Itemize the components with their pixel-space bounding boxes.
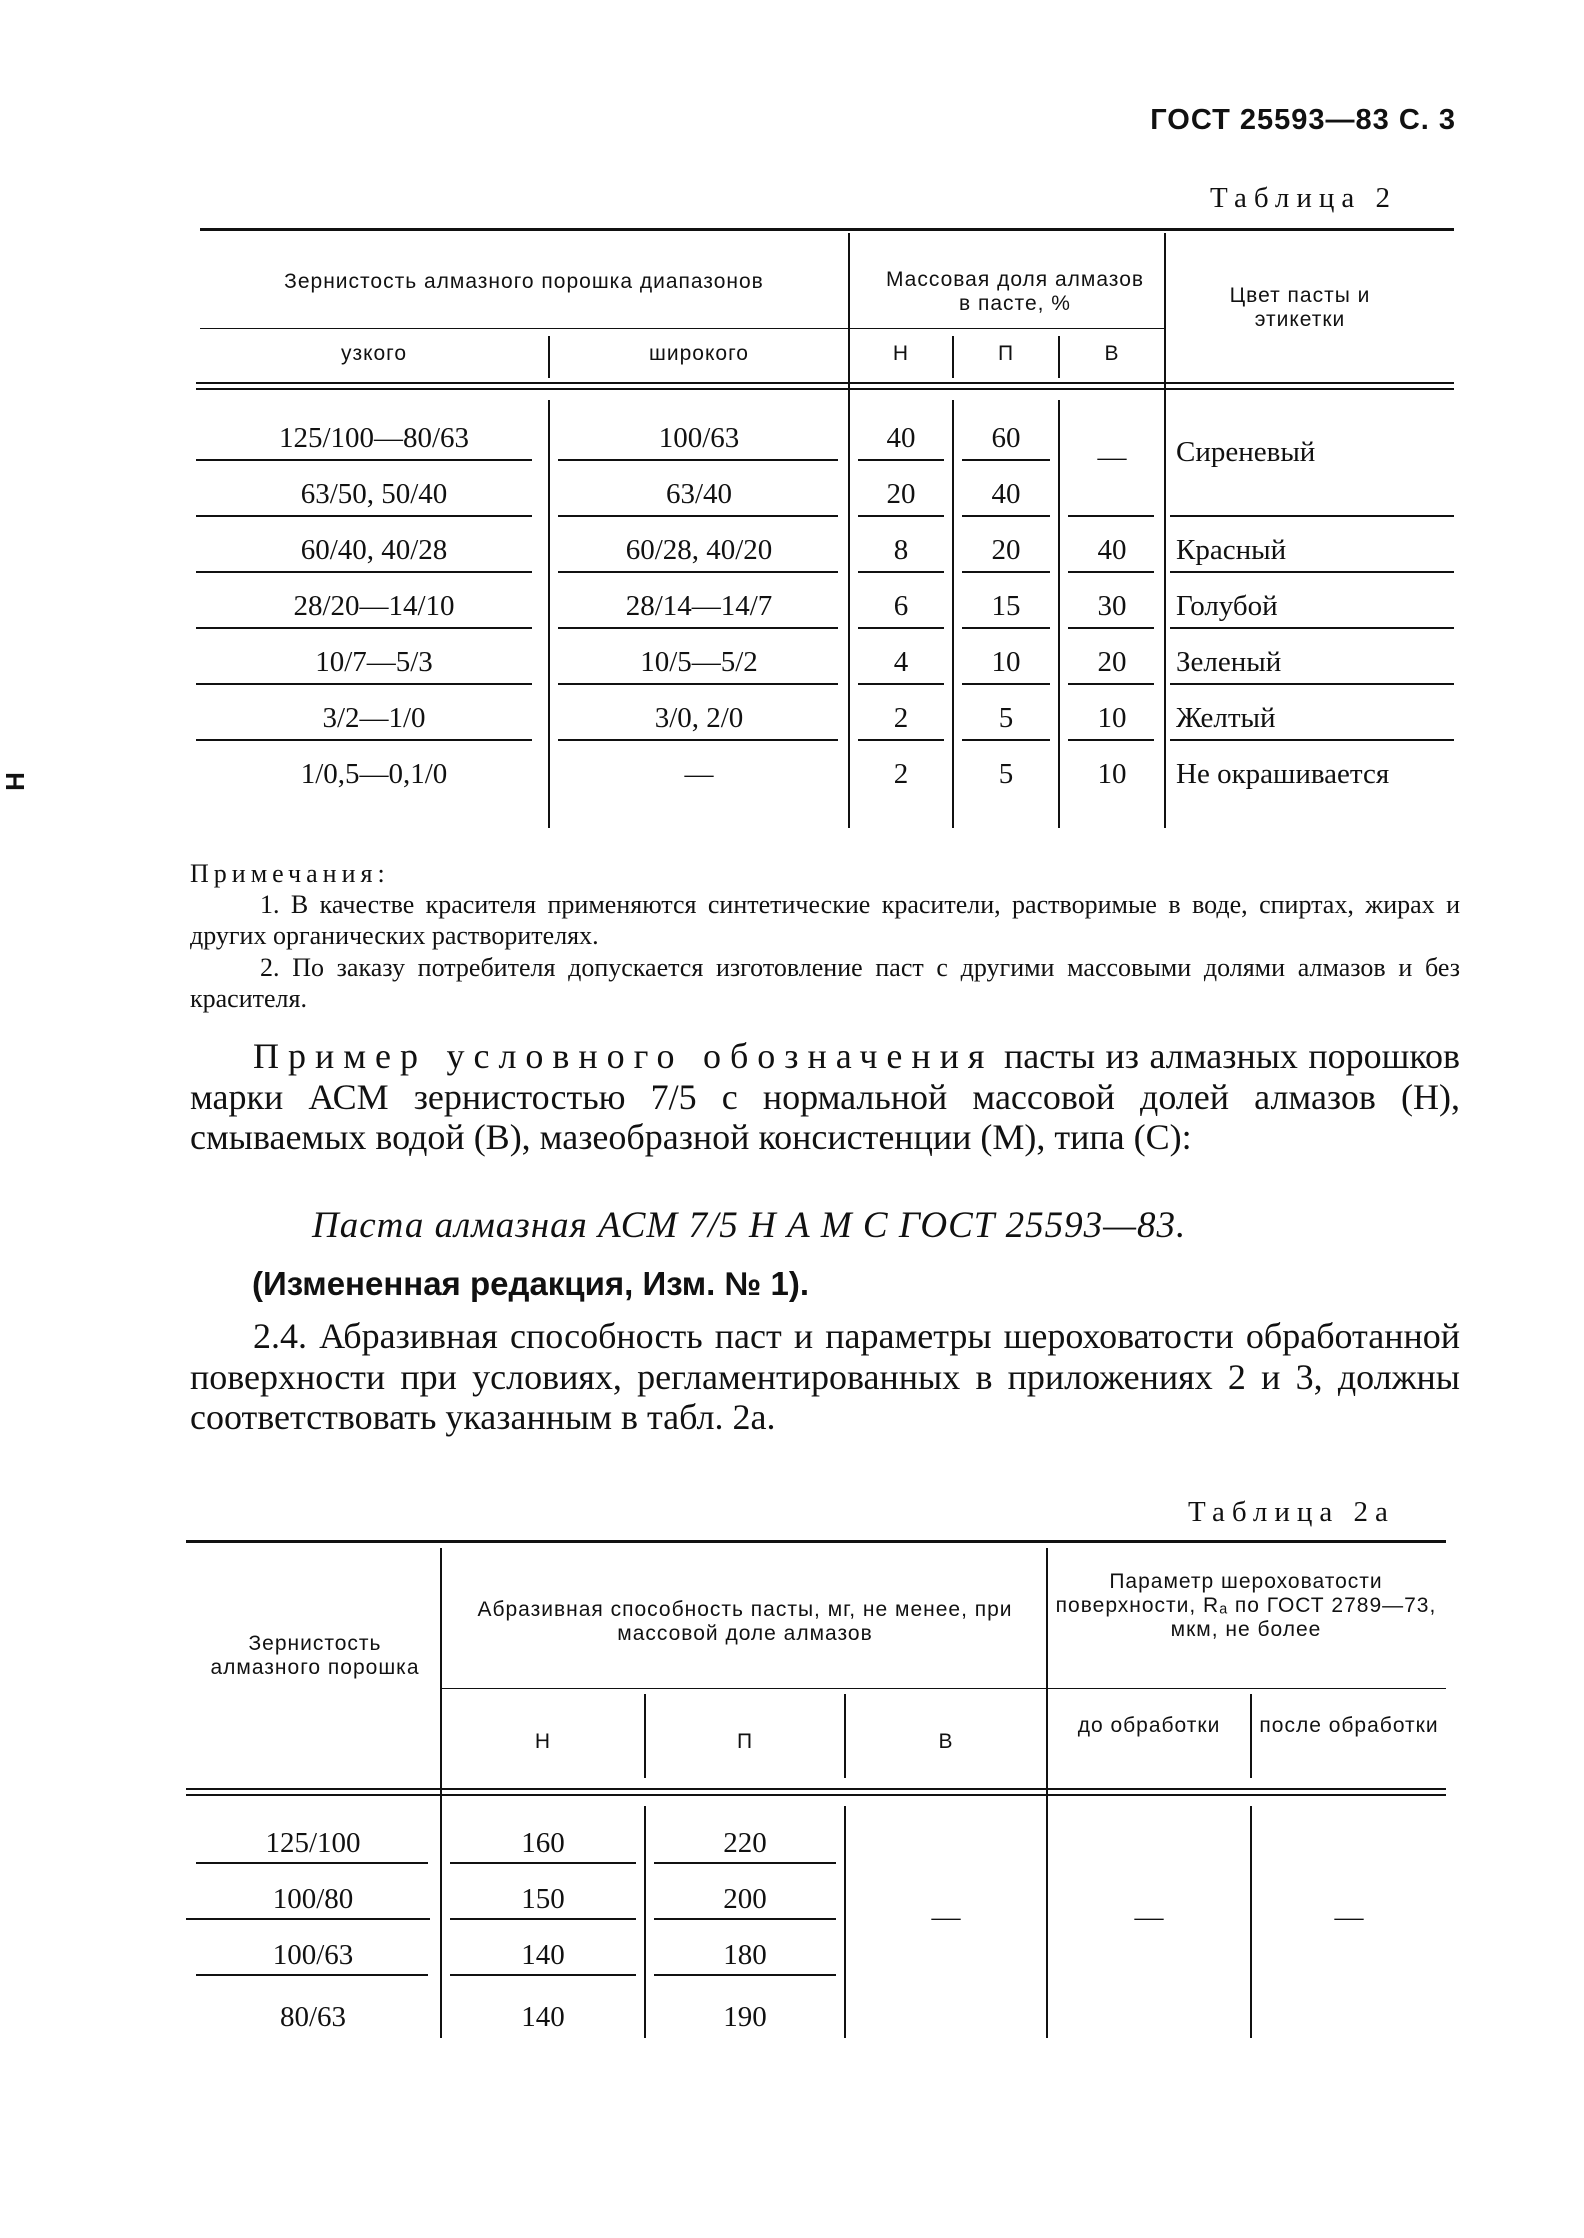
table2a-cell-p: 200 <box>723 1883 767 1915</box>
table2-cell-wide: 63/40 <box>665 478 733 510</box>
table2-cell-p: 10 <box>991 646 1021 678</box>
table2a-head-abrasive: Абразивная способность пасты, мг, не менее, при массовой доле алмазов <box>477 1598 1013 1646</box>
table2-cell-p: 20 <box>991 534 1021 566</box>
table2a-cell-p: 180 <box>723 1939 767 1971</box>
table2a-caption: Таблица 2а <box>1188 1496 1395 1528</box>
paragraph-2-4-text: 2.4. Абразивная способность паст и параметры шероховатости обработанной поверхности при условиях, регламентированных в приложениях 2 и 3, должны соответствовать указанным в табл. 2а. <box>190 1316 1460 1438</box>
table2-cell-p: 5 <box>998 758 1014 790</box>
table2-cell-n: 2 <box>893 702 909 734</box>
table2-head-color: Цвет пасты и этикетки <box>1229 284 1371 332</box>
table2a-head-v: В <box>938 1730 954 1753</box>
example-lead: Пример условного обозначения <box>253 1036 994 1076</box>
table2-cell-v: 10 <box>1097 702 1127 734</box>
table2-cell-p: 60 <box>991 422 1021 454</box>
table2a-cell-p: 190 <box>723 2001 767 2033</box>
table2a-dash-before: — <box>1134 1901 1164 1933</box>
note-item: 1. В качестве красителя применяются синтетические красители, растворимые в воде, спиртах, жирах и других органических растворителях. <box>190 890 1460 951</box>
table2a-cell-n: 140 <box>521 2001 565 2033</box>
table2-cell-narrow: 60/40, 40/28 <box>300 534 448 566</box>
edit-note: (Измененная редакция, Изм. № 1). <box>252 1265 809 1302</box>
notes-title: Примечания: <box>190 859 390 888</box>
table2-merged-color: Сиреневый <box>1176 436 1316 468</box>
table2-cell-wide: 100/63 <box>658 422 740 454</box>
table2-cell-narrow: 28/20—14/10 <box>293 590 455 622</box>
table2-cell-v: 30 <box>1097 590 1127 622</box>
table2-cell-color: Красный <box>1176 534 1287 566</box>
note-item: 2. По заказу потребителя допускается изготовление паст с другими массовыми долями алмазов и без красителя. <box>190 952 1460 1013</box>
table2a-cell-n: 150 <box>521 1883 565 1915</box>
page-header: ГОСТ 25593—83 С. 3 <box>1150 104 1456 136</box>
table2-cell-color: Не окрашивается <box>1176 758 1390 790</box>
table2-head-mass: Массовая доля алмазов в пасте, % <box>885 268 1145 316</box>
table2-cell-n: 4 <box>893 646 909 678</box>
table2-cell-v: 40 <box>1097 534 1127 566</box>
table2a-head-roughness: Параметр шероховатости поверхности, Rₐ по ГОСТ 2789—73, мкм, не более <box>1055 1570 1437 1642</box>
table2-cell-v: 20 <box>1097 646 1127 678</box>
table2a-dash-v: — <box>931 1901 961 1933</box>
table2a-cell-p: 220 <box>723 1827 767 1859</box>
side-mark: Н <box>0 772 30 791</box>
table2-notes <box>190 858 1460 1014</box>
table2-cell-wide: — <box>684 758 714 790</box>
table2a-cell-n: 160 <box>521 1827 565 1859</box>
table2a-head-after: после обработки <box>1259 1714 1439 1737</box>
table2-cell-n: 8 <box>893 534 909 566</box>
table2a-cell-grain: 100/63 <box>272 1939 354 1971</box>
table2-cell-color: Зеленый <box>1176 646 1282 678</box>
table2-cell-p: 15 <box>991 590 1021 622</box>
table2-cell-n: 2 <box>893 758 909 790</box>
table2a-head-before: до обработки <box>1077 1714 1221 1737</box>
table2-cell-wide: 10/5—5/2 <box>640 646 758 678</box>
table2-cell-n: 20 <box>886 478 916 510</box>
table2-cell-n: 6 <box>893 590 909 622</box>
table2-cell-wide: 3/0, 2/0 <box>654 702 744 734</box>
example-paragraph <box>190 1036 1460 1158</box>
table2a-head-grain: Зернистость алмазного порошка <box>210 1632 420 1680</box>
table2-cell-p: 5 <box>998 702 1014 734</box>
table2a-cell-n: 140 <box>521 1939 565 1971</box>
table2-cell-n: 40 <box>886 422 916 454</box>
table2-head-p: П <box>997 342 1015 365</box>
table2-cell-narrow: 10/7—5/3 <box>315 646 433 678</box>
paragraph-2-4 <box>190 1316 1460 1438</box>
table2-caption: Таблица 2 <box>1210 182 1398 214</box>
table2-cell-wide: 28/14—14/7 <box>625 590 773 622</box>
example-text: пасты из алмазных порошков марки АСМ зернистостью 7/5 с нормальной массовой долей алмазов (Н), смываемых водой (В), мазеобразной консистенции (М), типа (С): <box>190 1036 1460 1158</box>
table2a-head-p: П <box>736 1730 754 1753</box>
table2-head-grain: Зернистость алмазного порошка диапазонов <box>284 270 764 293</box>
table2-cell-narrow: 3/2—1/0 <box>322 702 426 734</box>
table2-cell-wide: 60/28, 40/20 <box>625 534 773 566</box>
table2a-cell-grain: 80/63 <box>279 2001 347 2033</box>
table2-cell-p: 40 <box>991 478 1021 510</box>
table2a-head-n: Н <box>534 1730 552 1753</box>
table2-cell-narrow: 63/50, 50/40 <box>300 478 448 510</box>
table2-cell-v: 10 <box>1097 758 1127 790</box>
table2-head-narrow: узкого <box>340 342 408 365</box>
table2-merged-v: — <box>1097 441 1127 473</box>
table2-cell-color: Голубой <box>1176 590 1278 622</box>
table2-cell-color: Желтый <box>1176 702 1276 734</box>
table2-head-v: В <box>1104 342 1120 365</box>
table2-head-wide: широкого <box>649 342 749 365</box>
table2a-cell-grain: 100/80 <box>272 1883 354 1915</box>
table2-cell-narrow: 1/0,5—0,1/0 <box>300 758 448 790</box>
table2a-cell-grain: 125/100 <box>265 1827 361 1859</box>
table2-cell-narrow: 125/100—80/63 <box>278 422 470 454</box>
table2a-dash-after: — <box>1334 1901 1364 1933</box>
example-designation: Паста алмазная АСМ 7/5 Н А М С ГОСТ 25593—83. <box>312 1205 1187 1246</box>
table2-head-n: Н <box>892 342 910 365</box>
